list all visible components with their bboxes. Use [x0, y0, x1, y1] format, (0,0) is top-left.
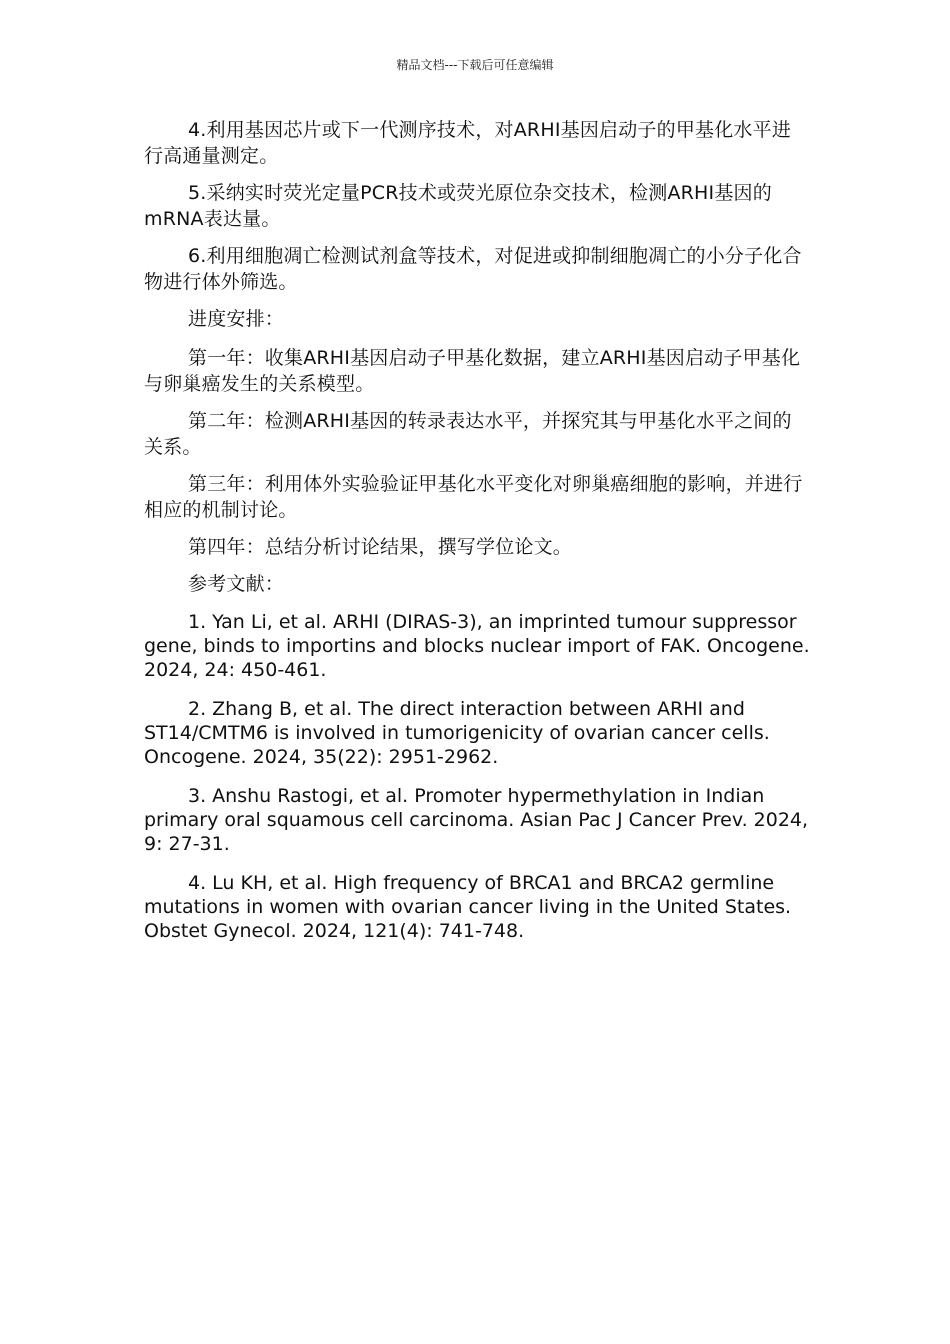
document-body — [144, 117, 810, 958]
schedule-year-3: 第三年：利用体外实验验证甲基化水平变化对卵巢癌细胞的影响，并进行相应的机制讨论。 — [144, 473, 803, 521]
reference-item-4: 4. Lu KH, et al. High frequency of BRCA1 and BRCA2 germline mutations in women with ovarian cancer living in the United States. Obstet Gynecol. 2024, 121(4): 741-748. — [144, 872, 792, 942]
reference-item-3: 3. Anshu Rastogi, et al. Promoter hypermethylation in Indian primary oral squamous cell carcinoma. Asian Pac J Cancer Prev. 2024, 9: 27-31. — [144, 785, 809, 855]
references-heading: 参考文献： — [188, 573, 285, 595]
schedule-year-4: 第四年：总结分析讨论结果，撰写学位论文。 — [188, 536, 573, 558]
reference-item-1: 1. Yan Li, et al. ARHI (DIRAS-3), an imprinted tumour suppressor gene, binds to importins and blocks nuclear import of FAK. Oncogene. 2024, 24: 450-461. — [144, 611, 810, 681]
method-item-4: 4.利用基因芯片或下一代测序技术，对ARHI基因启动子的甲基化水平进行高通量测定。 — [144, 119, 792, 167]
reference-item-2: 2. Zhang B, et al. The direct interaction between ARHI and ST14/CMTM6 is involved in tumorigenicity of ovarian cancer cells. Oncogene. 2024, 35(22): 2951-2962. — [144, 698, 770, 768]
schedule-year-1: 第一年：收集ARHI基因启动子甲基化数据，建立ARHI基因启动子甲基化与卵巢癌发生的关系模型。 — [144, 347, 801, 395]
schedule-year-2: 第二年：检测ARHI基因的转录表达水平，并探究其与甲基化水平之间的关系。 — [144, 410, 792, 458]
references-list — [144, 610, 810, 943]
method-item-6: 6.利用细胞凋亡检测试剂盒等技术，对促进或抑制细胞凋亡的小分子化合物进行体外筛选。 — [144, 245, 802, 293]
method-item-5: 5.采纳实时荧光定量PCR技术或荧光原位杂交技术，检测ARHI基因的mRNA表达量。 — [144, 182, 772, 230]
schedule-heading: 进度安排： — [188, 308, 285, 330]
page-header: 精品文档---下载后可任意编辑 — [396, 58, 554, 72]
